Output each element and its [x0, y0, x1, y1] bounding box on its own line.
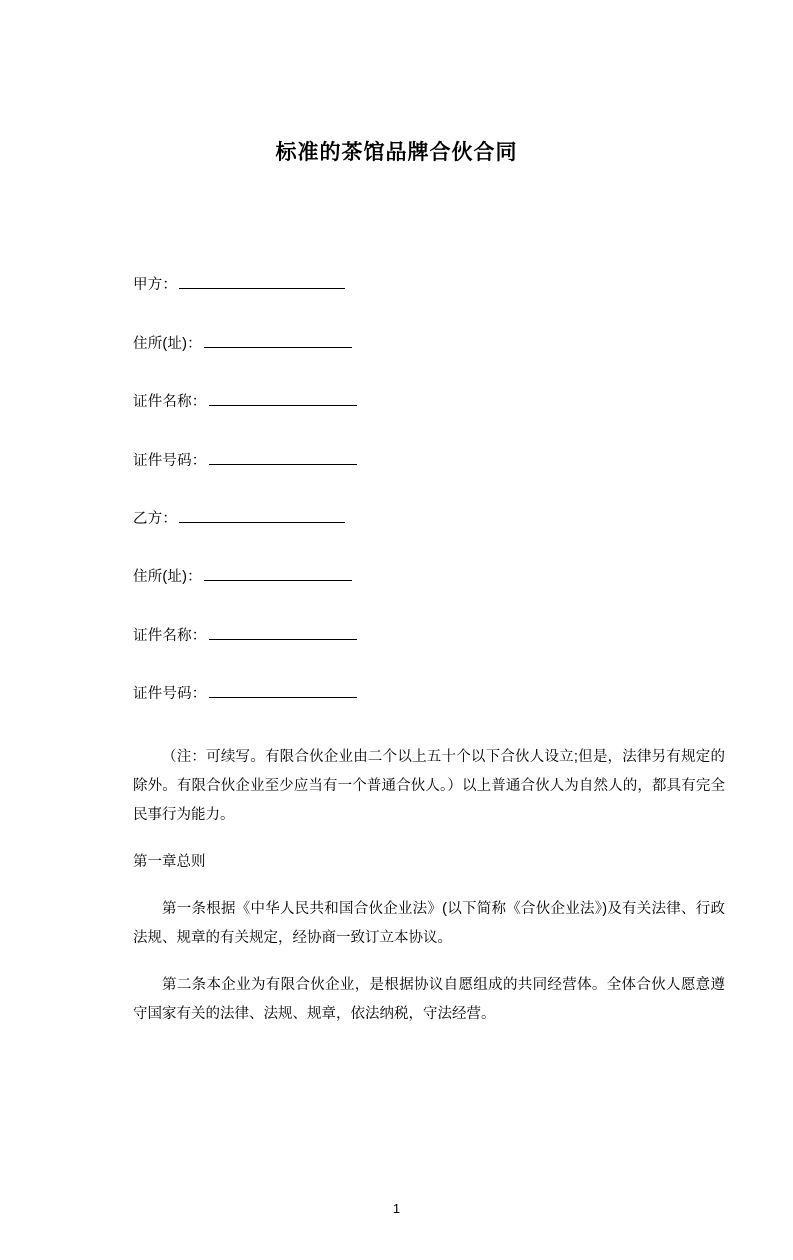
field-row [133, 451, 723, 470]
note-paragraph: （注：可续写。有限合伙企业由二个以上五十个以下合伙人设立;但是，法律另有规定的除外。有限合伙企业至少应当有一个普通合伙人。）以上普通合伙人为自然人的，都具有完全民事行为能力。 [133, 748, 725, 823]
article-two-paragraph: 第二条本企业为有限合伙企业，是根据协议自愿组成的共同经营体。全体合伙人愿意遵守国家有关的法律、法规、规章，依法纳税，守法经营。 [133, 976, 725, 1022]
field-blank-input[interactable] [179, 509, 345, 523]
field-label: 证件号码： [133, 452, 207, 469]
document-body [0, 743, 793, 1029]
article-one-paragraph: 第一条根据《中华人民共和国合伙企业法》(以下简称《合伙企业法》)及有关法律、行政法规、规章的有关规定，经协商一致订立本协议。 [133, 900, 725, 946]
chapter-heading: 第一章总则 [133, 853, 206, 870]
page-title: 标准的茶馆品牌合伙合同 [275, 141, 518, 164]
party-fields [0, 275, 793, 703]
field-row [133, 275, 723, 294]
field-row [133, 392, 723, 411]
field-blank-input[interactable] [209, 392, 357, 406]
field-row [133, 567, 723, 586]
field-blank-input[interactable] [204, 334, 352, 348]
field-blank-input[interactable] [209, 451, 357, 465]
field-row [133, 509, 723, 528]
field-blank-input[interactable] [209, 684, 357, 698]
field-label: 证件名称： [133, 627, 207, 644]
field-row [133, 684, 723, 703]
field-label: 住所(址)： [133, 335, 202, 352]
field-label: 甲方： [133, 277, 178, 294]
field-label: 证件号码： [133, 686, 207, 703]
field-label: 乙方： [133, 510, 178, 527]
document-page [0, 138, 793, 1260]
field-blank-input[interactable] [204, 567, 352, 581]
field-row [133, 334, 723, 353]
field-row [133, 626, 723, 645]
field-label: 住所(址)： [133, 569, 202, 586]
page-number: 1 [392, 1201, 401, 1216]
field-label: 证件名称： [133, 394, 207, 411]
field-blank-input[interactable] [179, 275, 345, 289]
field-blank-input[interactable] [209, 626, 357, 640]
